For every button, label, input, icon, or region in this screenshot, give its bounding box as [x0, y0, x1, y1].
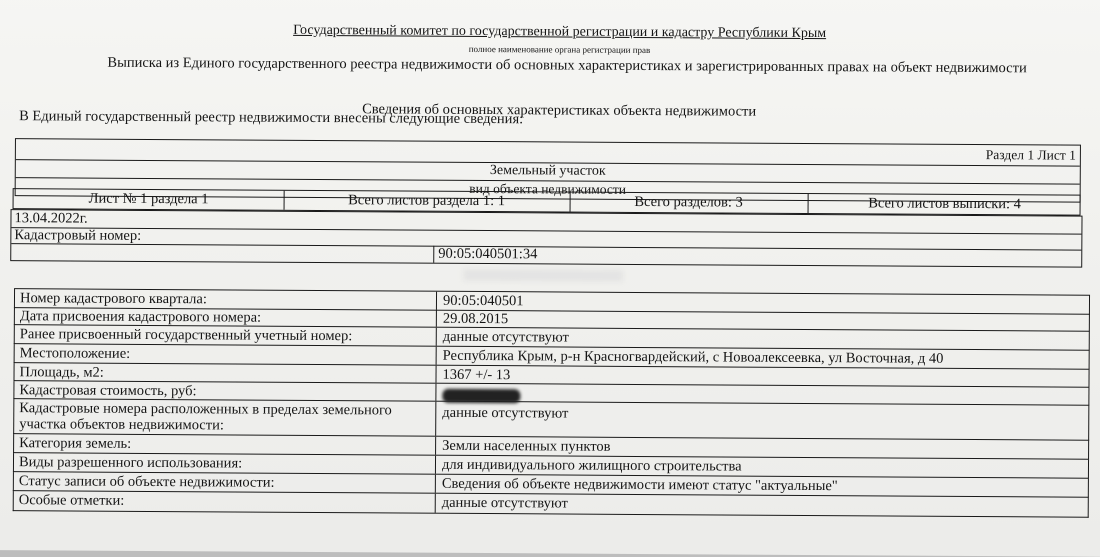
cadastral-number-label: Кадастровый номер: — [14, 227, 142, 244]
detail-key: Площадь, м2: — [14, 363, 436, 383]
detail-value: данные отсутствуют — [442, 328, 569, 346]
detail-key: Номер кадастрового квартала: — [15, 289, 437, 310]
cadastral-number-value: 90:05:040501:34 — [438, 245, 538, 263]
detail-key: Особые отметки: — [14, 491, 436, 513]
bleed-through-mark — [463, 269, 623, 282]
details-table — [3, 288, 1084, 535]
detail-value: для индивидуального жилищного строительства — [441, 456, 742, 475]
detail-value: данные отсутствуют — [441, 494, 568, 512]
extract-date: 13.04.2022г. — [14, 210, 88, 227]
detail-value: 90:05:040501 — [442, 292, 524, 310]
detail-value: 1367 +/- 13 — [442, 366, 511, 384]
detail-value: Республика Крым, р-н Красногвардейский, с Новоалексеевка, ул Восточная, д 40 — [442, 347, 944, 367]
detail-key: Кадастровые номера расположенных в пределах земельного участка объектов недвижимости: — [14, 399, 436, 436]
detail-key: Кадастровая стоимость, руб: — [14, 381, 436, 401]
detail-value: Земли населенных пунктов — [442, 437, 611, 455]
detail-key: Местоположение: — [15, 344, 437, 365]
total-sections: Всего разделов: 3 — [634, 193, 743, 211]
organization-name: Государственный комитет по государственной регистрации и кадастру Республики Крым — [293, 22, 827, 42]
sheet-number: Лист № 1 раздела 1 — [88, 190, 209, 208]
document-title: Выписка из Единого государственного реестра недвижимости об основных характеристиках и зарегистрированных правах на объект недвижимости — [107, 54, 1027, 77]
document-subtitle: Сведения об основных характеристиках объекта недвижимости — [362, 101, 757, 120]
section-label: Раздел 1 Лист 1 — [985, 147, 1076, 163]
detail-key: Виды разрешенного использования: — [14, 453, 436, 474]
intro-text: В Единый государственный реестр недвижимости внесены следующие сведения: — [19, 108, 524, 128]
redaction-mark — [442, 388, 520, 402]
object-type: Земельный участок — [489, 163, 606, 179]
detail-key: Дата присвоения кадастрового номера: — [15, 307, 437, 327]
object-type-caption: вид объекта недвижимости — [469, 180, 627, 197]
organization-caption: полное наименование органа регистрации прав — [468, 43, 651, 56]
date-cadastral-box — [10, 209, 1082, 268]
detail-key: Категория земель: — [14, 434, 436, 455]
detail-value: Сведения об объекте недвижимости имеют статус "актуальные" — [441, 475, 838, 495]
detail-key: Статус записи об объекте недвижимости: — [14, 472, 436, 493]
total-sheets-section: Всего листов раздела 1: 1 — [348, 192, 506, 210]
detail-value: данные отсутствуют — [442, 404, 569, 422]
detail-key: Ранее присвоенный государственный учетный номер: — [15, 325, 437, 346]
total-sheets-extract: Всего листов выписки: 4 — [868, 195, 1021, 213]
detail-value: 29.08.2015 — [442, 310, 509, 328]
